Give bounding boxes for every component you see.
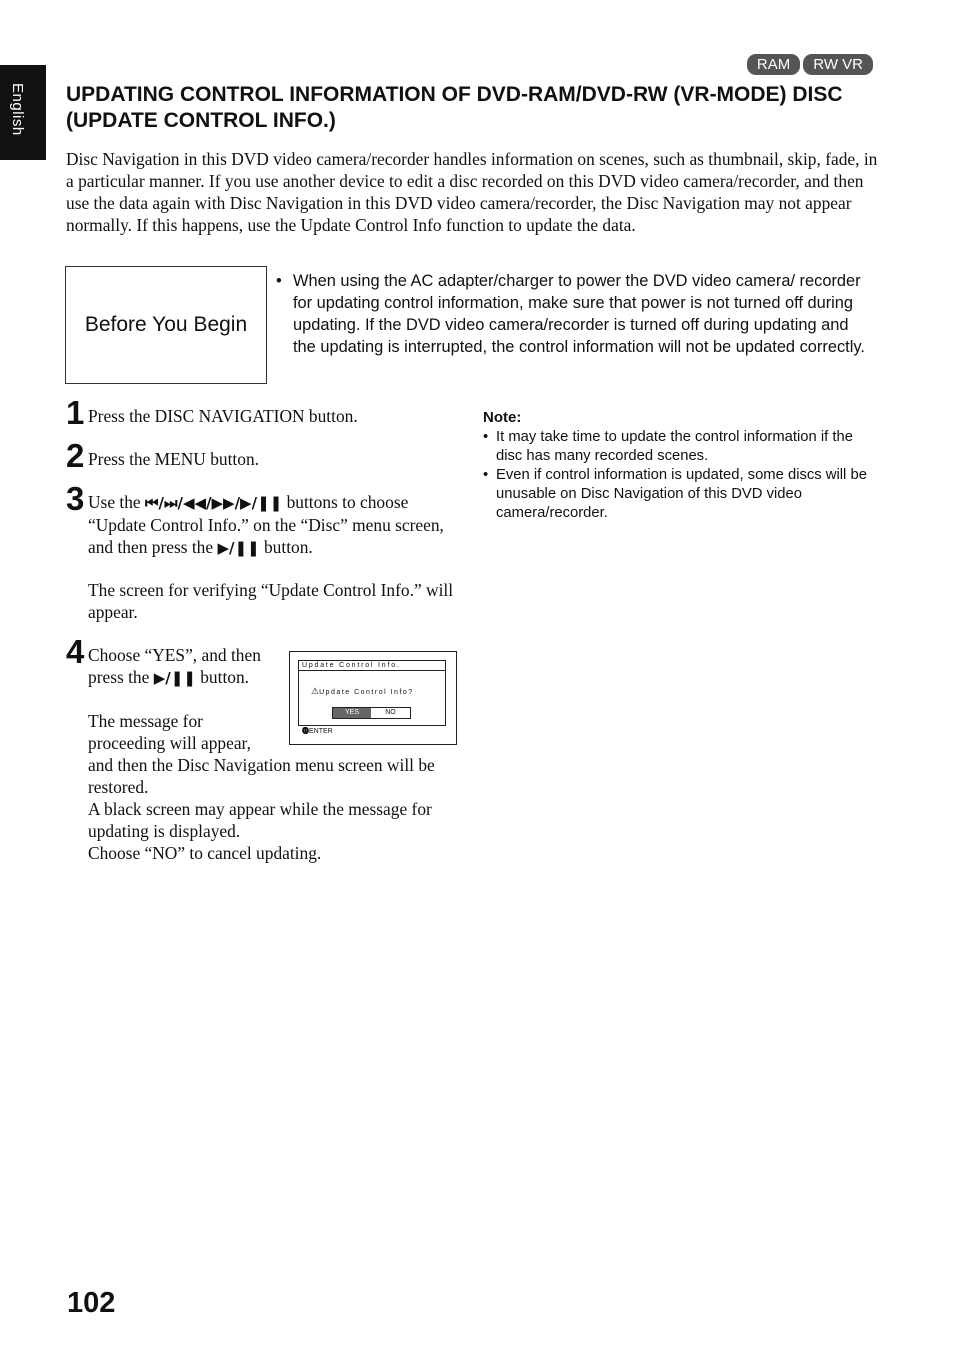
yes-option: YES xyxy=(333,708,371,718)
step-warning: A black screen may appear while the message for updating is displayed. xyxy=(88,799,432,841)
step-result-continued: and then the Disc Navigation menu screen will be restored. xyxy=(88,755,435,797)
warning-icon: ⚠ xyxy=(311,687,320,697)
step-text: Use the ⏮/⏭/◀◀/▶▶/▶/❚❚ buttons to choose “Update Control Info.” on the “Disc” menu screen, and then press the ▶/❚❚ button. xyxy=(88,492,444,557)
no-option: NO xyxy=(385,709,396,716)
step-text: Choose “YES”, and then press the ▶/❚❚ button. xyxy=(88,645,261,687)
step-result: The screen for verifying “Update Control Info.” will appear. xyxy=(88,580,454,622)
page-number: 102 xyxy=(67,1287,116,1319)
control-buttons-icon: ⏮/⏭/◀◀/▶▶/▶/❚❚ xyxy=(145,494,283,512)
screen-title: Update Control Info. xyxy=(299,661,445,671)
step-text: Press the DISC NAVIGATION button. xyxy=(88,406,358,426)
step-number: 1 xyxy=(66,394,85,431)
before-you-begin-label: Before You Begin xyxy=(84,313,248,336)
before-you-begin-box xyxy=(65,266,267,384)
enter-icon: ⓿ xyxy=(302,727,309,735)
screen-enter-hint: ⓿ENTER xyxy=(302,727,333,735)
note-box: Note: • It may take time to update the control information if the disc has many recorded scenes. • Even if control information is updated, some discs will be unusable on Disc Navigation of this DVD video camera/recorder. xyxy=(483,408,878,523)
step-text: Press the MENU button. xyxy=(88,449,260,469)
screen-display xyxy=(298,660,446,726)
before-you-begin-text: • When using the AC adapter/charger to power the DVD video camera/ recorder for updating control information, make sure that power is not turned off during updating. If the DVD video camera/recorder is turned off during updating and the updating is interrupted, the control information will not be updated correctly. xyxy=(276,272,865,356)
disc-type-badges xyxy=(747,54,873,75)
language-tab xyxy=(0,65,46,160)
screen-illustration xyxy=(289,651,457,745)
badge-rw-vr: RW VR xyxy=(803,54,873,75)
step-number: 3 xyxy=(66,480,85,517)
note-item: Even if control information is updated, some discs will be unusable on Disc Navigation of this DVD video camera/recorder. xyxy=(496,467,867,521)
badge-ram: RAM xyxy=(747,54,800,75)
play-pause-icon: ▶/❚❚ xyxy=(153,669,196,687)
step-number: 2 xyxy=(66,437,85,474)
language-label: English xyxy=(9,83,26,136)
screen-question: ⚠Update Control Info? xyxy=(311,687,414,697)
note-title: Note: xyxy=(483,409,522,426)
yes-no-selector xyxy=(332,707,411,719)
page-title: UPDATING CONTROL INFORMATION OF DVD-RAM/DVD-RW (VR-MODE) DISC (UPDATE CONTROL INFO.) xyxy=(66,83,843,132)
intro-paragraph: Disc Navigation in this DVD video camera/recorder handles information on scenes, such as thumbnail, skip, fade, in a particular manner. If you use another device to edit a disc recorded on this DVD video camera/recorder, and then use the data again with Disc Navigation in this DVD video camera/recorder, the Disc Navigation may not appear normally. If this happens, use the Update Control Info function to update the data. xyxy=(66,149,878,235)
step-result: The message for proceeding will appear, xyxy=(88,711,251,753)
play-pause-icon: ▶/❚❚ xyxy=(217,539,260,557)
before-you-begin-bullet: When using the AC adapter/charger to power the DVD video camera/ recorder for updating control information, make sure that power is not turned off during updating. If the DVD video camera/recorder is turned off during updating and the updating is interrupted, the control information will not be updated correctly. xyxy=(293,272,865,356)
step-cancel: Choose “NO” to cancel updating. xyxy=(88,843,322,863)
step-number: 4 xyxy=(66,633,85,670)
note-item: It may take time to update the control information if the disc has many recorded scenes. xyxy=(496,429,853,464)
